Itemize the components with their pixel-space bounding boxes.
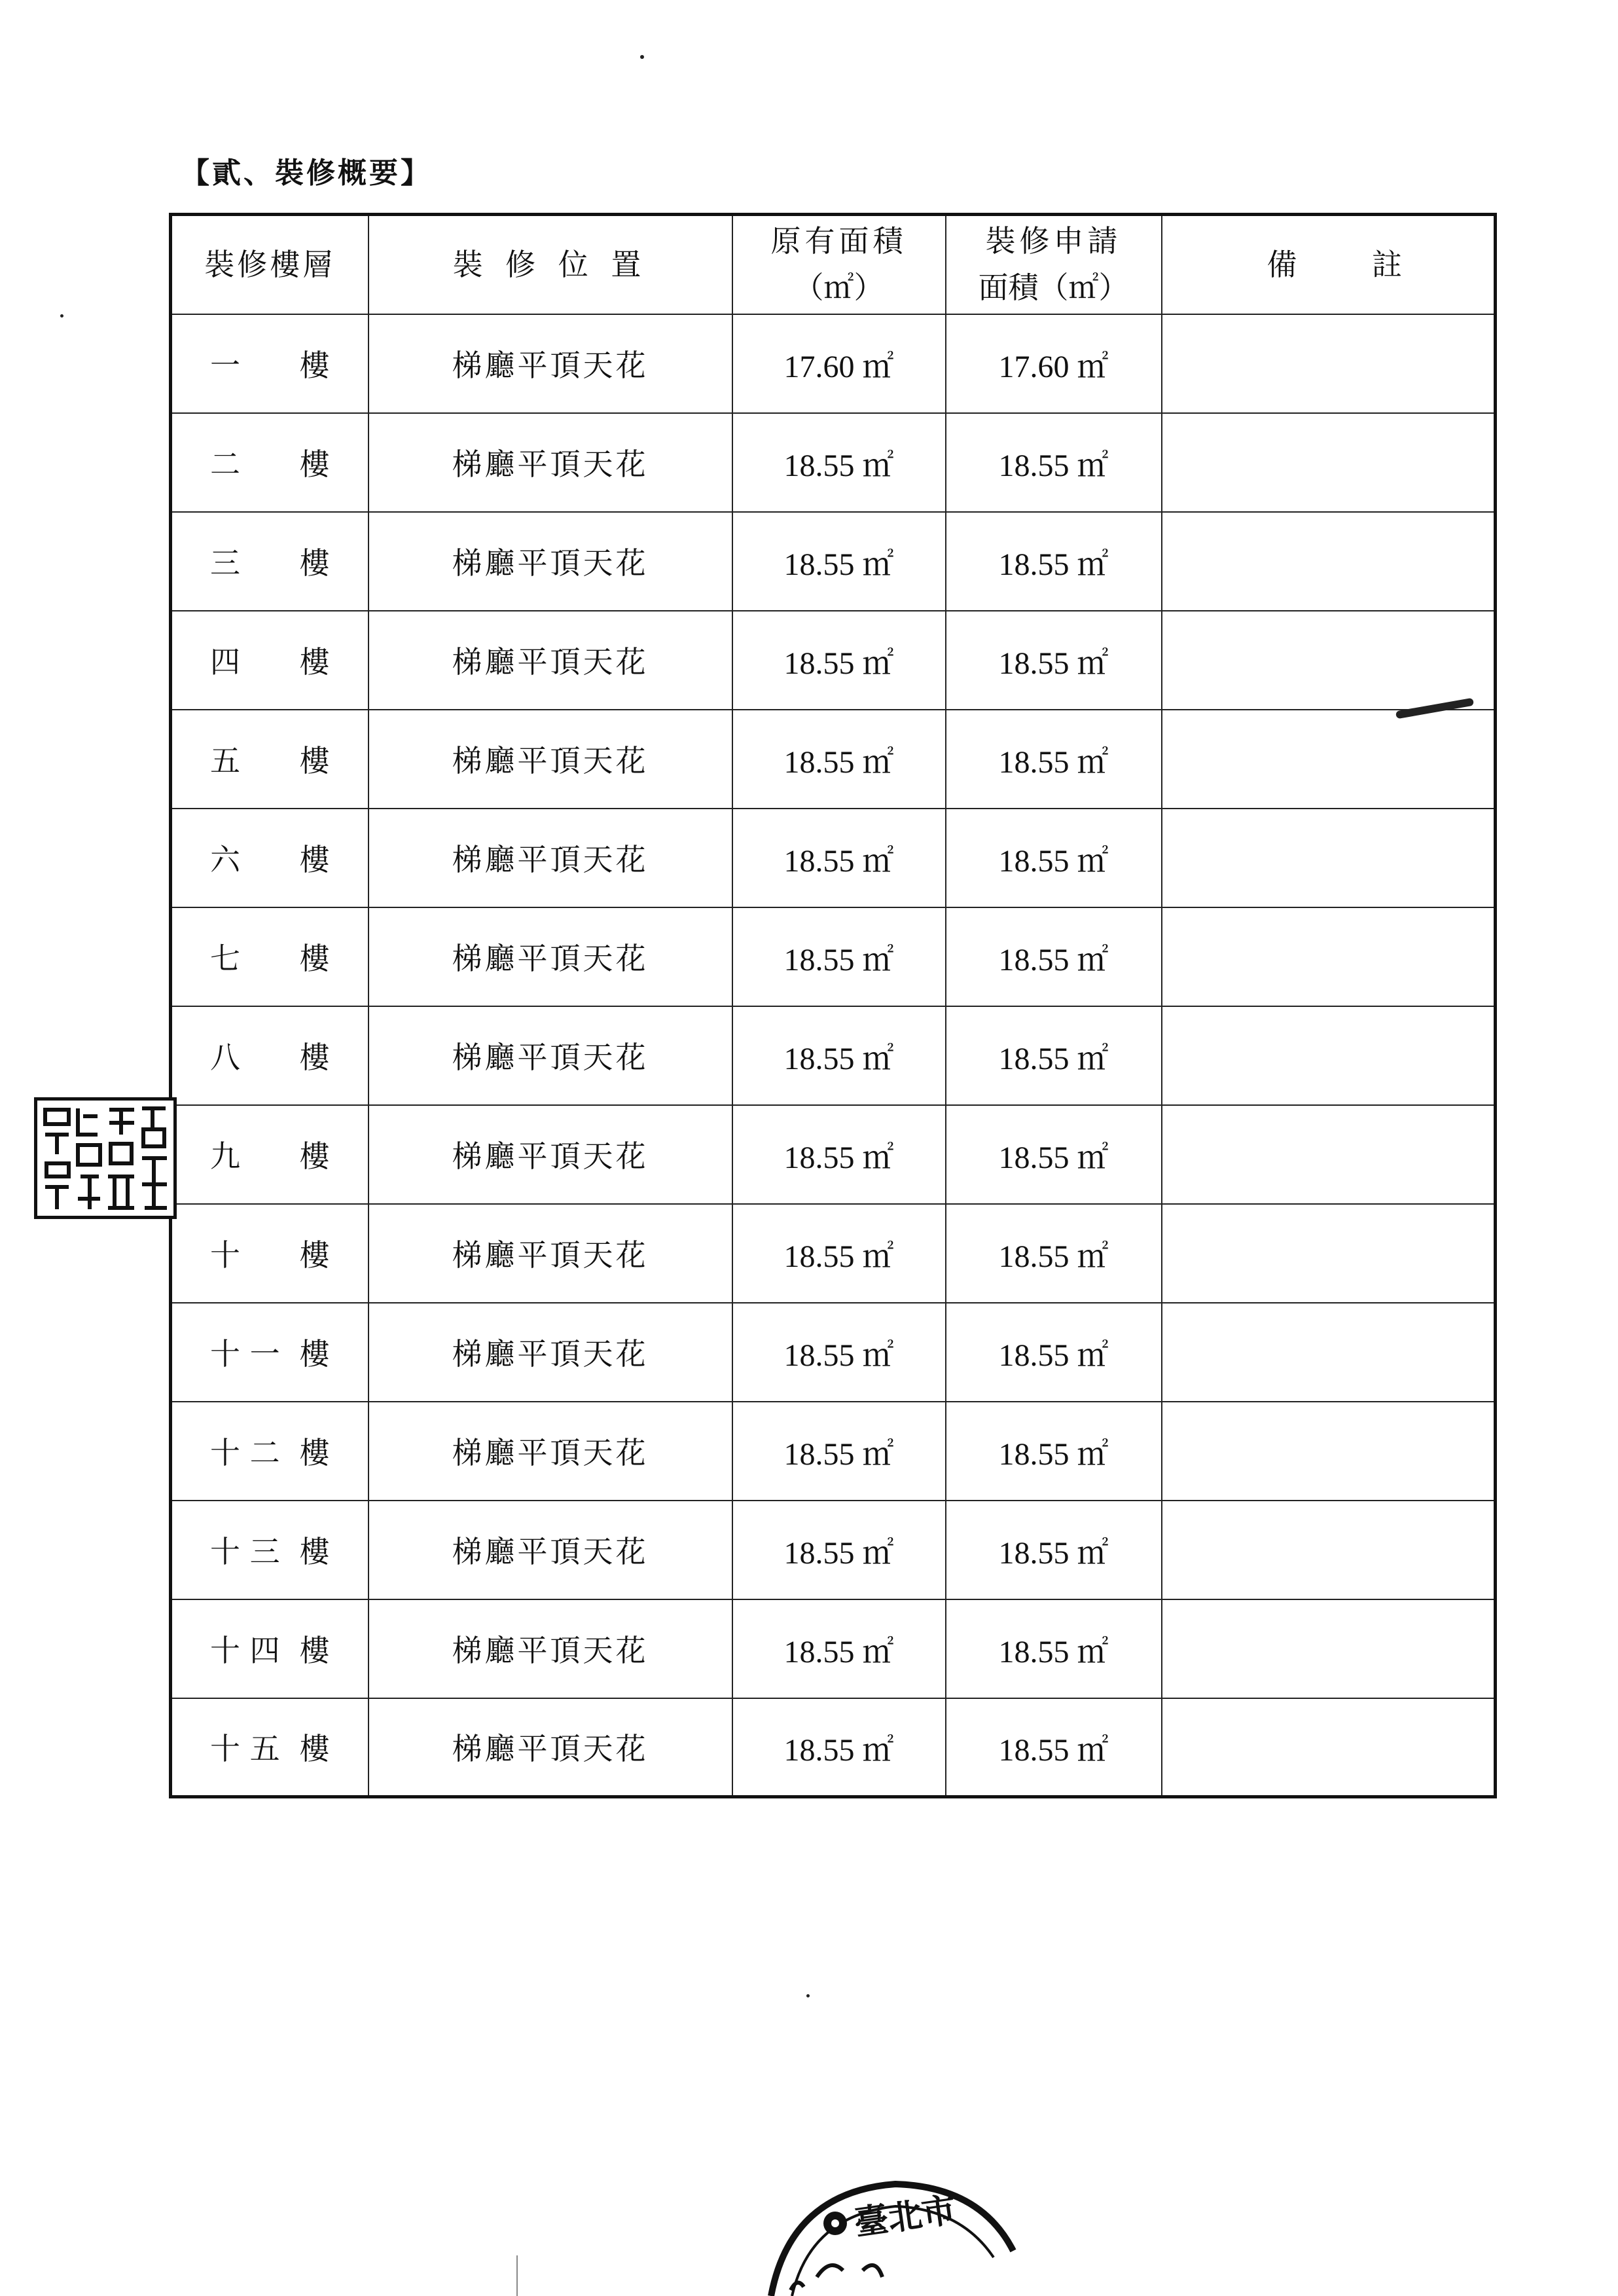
floor-suffix: 樓 — [299, 446, 330, 482]
applied-area-cell: 18.55 ㎡ — [946, 1501, 1162, 1599]
header-original-area: 原有面積 （㎡） — [732, 215, 946, 314]
floor-cell — [171, 1204, 369, 1303]
applied-area-cell: 18.55 ㎡ — [946, 413, 1162, 512]
original-area-cell: 18.55 ㎡ — [732, 1402, 946, 1501]
location-cell: 梯廳平頂天花 — [369, 1303, 732, 1402]
floor-number: 三 — [210, 545, 240, 581]
location-cell: 梯廳平頂天花 — [369, 1006, 732, 1105]
floor-number: 十 三 — [210, 1534, 280, 1569]
header-remarks: 備 註 — [1162, 215, 1496, 314]
seal-stamp-bottom-graphic — [764, 2172, 1026, 2296]
remarks-cell — [1162, 809, 1496, 907]
applied-area-cell: 18.55 ㎡ — [946, 809, 1162, 907]
table-row — [171, 512, 1496, 611]
applied-area-cell: 18.55 ㎡ — [946, 1105, 1162, 1204]
floor-number: 十 四 — [210, 1633, 280, 1668]
applied-area-cell: 18.55 ㎡ — [946, 1402, 1162, 1501]
floor-number: 一 — [210, 348, 240, 383]
location-cell: 梯廳平頂天花 — [369, 1599, 732, 1698]
location-cell: 梯廳平頂天花 — [369, 1105, 732, 1204]
floor-number: 九 — [210, 1139, 240, 1174]
seal-bottom-text: 臺北市 — [852, 2189, 959, 2244]
original-area-cell: 18.55 ㎡ — [732, 1698, 946, 1797]
applied-area-cell: 18.55 ㎡ — [946, 1698, 1162, 1797]
original-area-cell: 18.55 ㎡ — [732, 907, 946, 1006]
floor-cell — [171, 1402, 369, 1501]
table-row — [171, 1698, 1496, 1797]
original-area-cell: 18.55 ㎡ — [732, 710, 946, 809]
floor-cell — [171, 809, 369, 907]
table-row — [171, 413, 1496, 512]
scan-mark-line — [516, 2255, 518, 2296]
floor-suffix: 樓 — [299, 1435, 330, 1470]
seal-stamp-left-graphic — [37, 1101, 173, 1216]
applied-area-cell: 18.55 ㎡ — [946, 710, 1162, 809]
table-row — [171, 907, 1496, 1006]
applied-area-cell: 18.55 ㎡ — [946, 1204, 1162, 1303]
floor-cell — [171, 1105, 369, 1204]
floor-suffix: 樓 — [299, 1040, 330, 1075]
floor-number: 八 — [210, 1040, 240, 1075]
original-area-cell: 17.60 ㎡ — [732, 314, 946, 413]
original-area-cell: 18.55 ㎡ — [732, 1105, 946, 1204]
floor-suffix: 樓 — [299, 743, 330, 778]
remarks-cell — [1162, 1303, 1496, 1402]
floor-cell — [171, 1698, 369, 1797]
location-cell: 梯廳平頂天花 — [369, 907, 732, 1006]
scan-speck — [806, 1994, 810, 1997]
header-row — [171, 215, 1496, 314]
floor-suffix: 樓 — [299, 1633, 330, 1668]
remarks-cell — [1162, 1105, 1496, 1204]
location-cell: 梯廳平頂天花 — [369, 1402, 732, 1501]
table-row — [171, 314, 1496, 413]
floor-cell — [171, 1599, 369, 1698]
location-cell: 梯廳平頂天花 — [369, 710, 732, 809]
applied-area-cell: 18.55 ㎡ — [946, 1006, 1162, 1105]
applied-area-cell: 18.55 ㎡ — [946, 1599, 1162, 1698]
remarks-cell — [1162, 512, 1496, 611]
floor-number: 二 — [210, 446, 240, 482]
original-area-cell: 18.55 ㎡ — [732, 1006, 946, 1105]
table-row — [171, 1402, 1496, 1501]
remarks-cell — [1162, 710, 1496, 809]
floor-number: 十 二 — [210, 1435, 280, 1470]
table-row — [171, 1303, 1496, 1402]
floor-suffix: 樓 — [299, 941, 330, 976]
floor-suffix: 樓 — [299, 545, 330, 581]
floor-suffix: 樓 — [299, 1336, 330, 1372]
original-area-cell: 18.55 ㎡ — [732, 1204, 946, 1303]
applied-area-cell: 18.55 ㎡ — [946, 611, 1162, 710]
table-row — [171, 1599, 1496, 1698]
floor-cell — [171, 710, 369, 809]
applied-area-cell: 18.55 ㎡ — [946, 907, 1162, 1006]
header-applied-area: 裝修申請 面積（㎡） — [946, 215, 1162, 314]
location-cell: 梯廳平頂天花 — [369, 1204, 732, 1303]
floor-cell — [171, 314, 369, 413]
remarks-cell — [1162, 1599, 1496, 1698]
location-cell: 梯廳平頂天花 — [369, 611, 732, 710]
table-row — [171, 1006, 1496, 1105]
remarks-cell — [1162, 907, 1496, 1006]
floor-cell — [171, 1006, 369, 1105]
applied-area-cell: 18.55 ㎡ — [946, 1303, 1162, 1402]
original-area-cell: 18.55 ㎡ — [732, 1599, 946, 1698]
floor-number: 十 五 — [210, 1731, 280, 1767]
floor-suffix: 樓 — [299, 644, 330, 680]
floor-number: 四 — [210, 644, 240, 680]
floor-suffix: 樓 — [299, 1731, 330, 1767]
floor-cell — [171, 907, 369, 1006]
header-location: 裝 修 位 置 — [369, 215, 732, 314]
remarks-cell — [1162, 314, 1496, 413]
table-row — [171, 809, 1496, 907]
original-area-cell: 18.55 ㎡ — [732, 1501, 946, 1599]
seal-stamp-bottom — [764, 2172, 1026, 2296]
table-row — [171, 1105, 1496, 1204]
location-cell: 梯廳平頂天花 — [369, 314, 732, 413]
applied-area-cell: 18.55 ㎡ — [946, 512, 1162, 611]
floor-number: 十 — [210, 1237, 240, 1273]
floor-suffix: 樓 — [299, 1534, 330, 1569]
original-area-cell: 18.55 ㎡ — [732, 1303, 946, 1402]
scan-speck — [640, 55, 644, 59]
floor-suffix: 樓 — [299, 348, 330, 383]
section-title: 【貳、裝修概要】 — [181, 156, 432, 190]
remarks-cell — [1162, 1402, 1496, 1501]
header-floor: 裝修樓層 — [171, 215, 369, 314]
floor-number: 十 一 — [210, 1336, 280, 1372]
floor-cell — [171, 512, 369, 611]
remarks-cell — [1162, 1501, 1496, 1599]
original-area-cell: 18.55 ㎡ — [732, 413, 946, 512]
floor-number: 七 — [210, 941, 240, 976]
scan-speck — [60, 314, 63, 318]
location-cell: 梯廳平頂天花 — [369, 809, 732, 907]
floor-cell — [171, 1501, 369, 1599]
floor-suffix: 樓 — [299, 1139, 330, 1174]
floor-cell — [171, 1303, 369, 1402]
floor-cell — [171, 611, 369, 710]
floor-suffix: 樓 — [299, 1237, 330, 1273]
floor-number: 五 — [210, 743, 240, 778]
seal-stamp-left — [34, 1097, 177, 1219]
table-row — [171, 1204, 1496, 1303]
remarks-cell — [1162, 1204, 1496, 1303]
table-row — [171, 1501, 1496, 1599]
applied-area-cell: 17.60 ㎡ — [946, 314, 1162, 413]
original-area-cell: 18.55 ㎡ — [732, 611, 946, 710]
location-cell: 梯廳平頂天花 — [369, 1501, 732, 1599]
floor-suffix: 樓 — [299, 842, 330, 877]
floor-cell — [171, 413, 369, 512]
table-row — [171, 611, 1496, 710]
original-area-cell: 18.55 ㎡ — [732, 512, 946, 611]
original-area-cell: 18.55 ㎡ — [732, 809, 946, 907]
location-cell: 梯廳平頂天花 — [369, 413, 732, 512]
remarks-cell — [1162, 413, 1496, 512]
remarks-cell — [1162, 611, 1496, 710]
floor-number: 六 — [210, 842, 240, 877]
remarks-cell — [1162, 1006, 1496, 1105]
remarks-cell — [1162, 1698, 1496, 1797]
renovation-summary-table — [169, 213, 1497, 1798]
table-row — [171, 710, 1496, 809]
location-cell: 梯廳平頂天花 — [369, 512, 732, 611]
location-cell: 梯廳平頂天花 — [369, 1698, 732, 1797]
